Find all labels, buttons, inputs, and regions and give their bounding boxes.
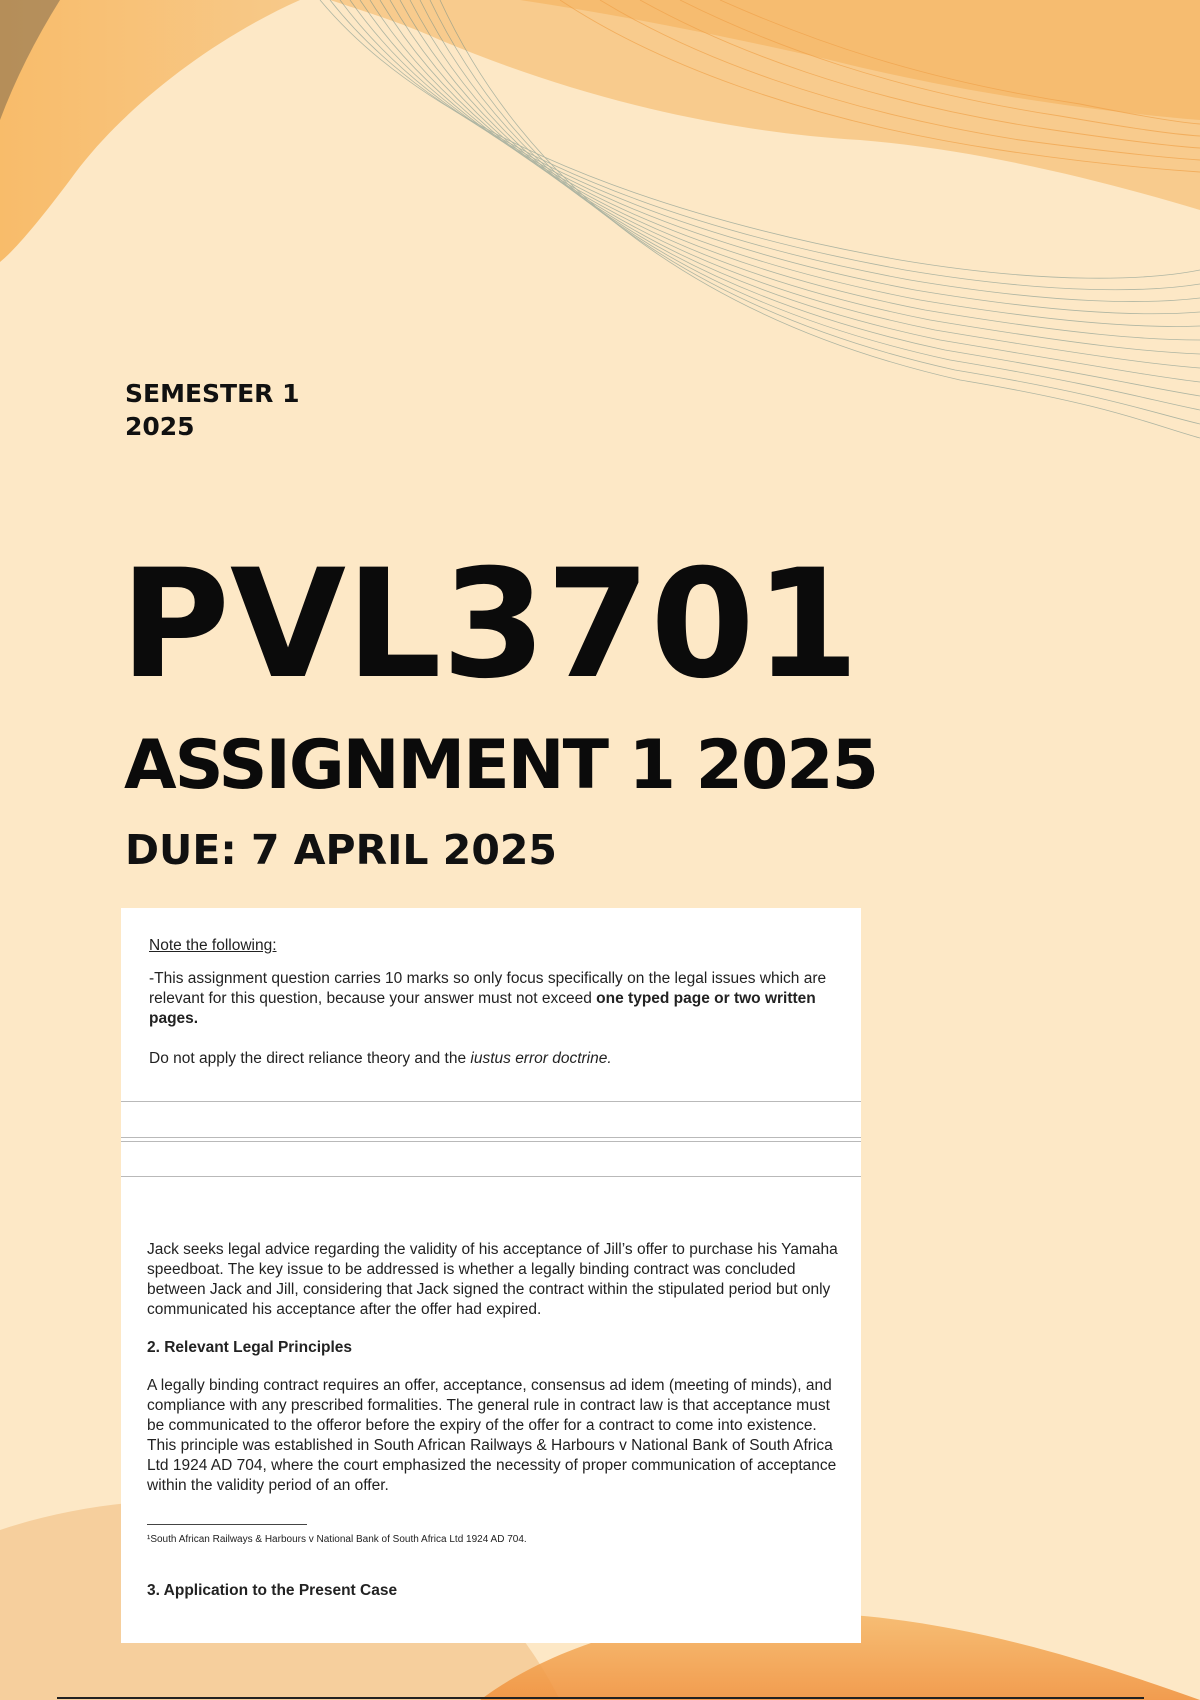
semester-label — [125, 377, 300, 443]
note-paragraph-1 — [149, 969, 839, 1029]
intro-paragraph: Jack seeks legal advice regarding the validity of his acceptance of Jill’s offer to purchase his Yamaha speedboat. The key issue to be addressed is whether a legally binding contract was concluded between Jack and Jill, considering that Jack signed the contract within the stipulated period but only communicated his acceptance after the offer had expired. — [147, 1241, 838, 1318]
semester-text: SEMESTER 1 — [125, 379, 300, 408]
principles-paragraph: A legally binding contract requires an offer, acceptance, consensus ad idem (meeting of minds), and compliance with any prescribed formalities. The general rule in contract law is that acceptance must be communicated to the offeror before the expiry of the offer for a contract to come into existence. This principle was established in South African Railways & Harbours v National Bank of South Africa Ltd 1924 AD 704, where the court emphasized the necessity of proper communication of acceptance within the validity period of an offer. — [147, 1377, 837, 1494]
section-heading-3: 3. Application to the Present Case — [147, 1582, 398, 1599]
due-date: DUE: 7 APRIL 2025 — [125, 826, 557, 874]
bottom-rule — [57, 1697, 1144, 1699]
note-block — [149, 936, 839, 1069]
divider-1 — [121, 1101, 861, 1102]
semester-year: 2025 — [125, 412, 195, 441]
footnote-divider — [147, 1524, 307, 1525]
assignment-title: ASSIGNMENT 1 2025 — [124, 726, 877, 805]
note-paragraph-2 — [149, 1049, 839, 1069]
divider-4 — [121, 1176, 861, 1177]
divider-2 — [121, 1137, 861, 1138]
section-heading-2: 2. Relevant Legal Principles — [147, 1339, 353, 1356]
document-preview — [121, 908, 861, 1643]
footnote: ¹South African Railways & Harbours v National Bank of South Africa Ltd 1924 AD 704. — [147, 1534, 527, 1545]
divider-3 — [121, 1141, 861, 1142]
note-heading: Note the following: — [149, 937, 277, 954]
note-paragraph-2-italic: iustus error doctrine. — [470, 1050, 612, 1067]
document-body — [147, 1240, 842, 1601]
course-code-title: PVL3701 — [120, 538, 860, 712]
note-paragraph-1-text: -This assignment question carries 10 marks so only focus specifically on the legal issues which are relevant for this question, because your answer must not exceed — [149, 970, 827, 1007]
note-paragraph-2-text: Do not apply the direct reliance theory and the — [149, 1050, 471, 1067]
note-paragraph-1-bold: one typed page or two written pages. — [149, 990, 816, 1027]
